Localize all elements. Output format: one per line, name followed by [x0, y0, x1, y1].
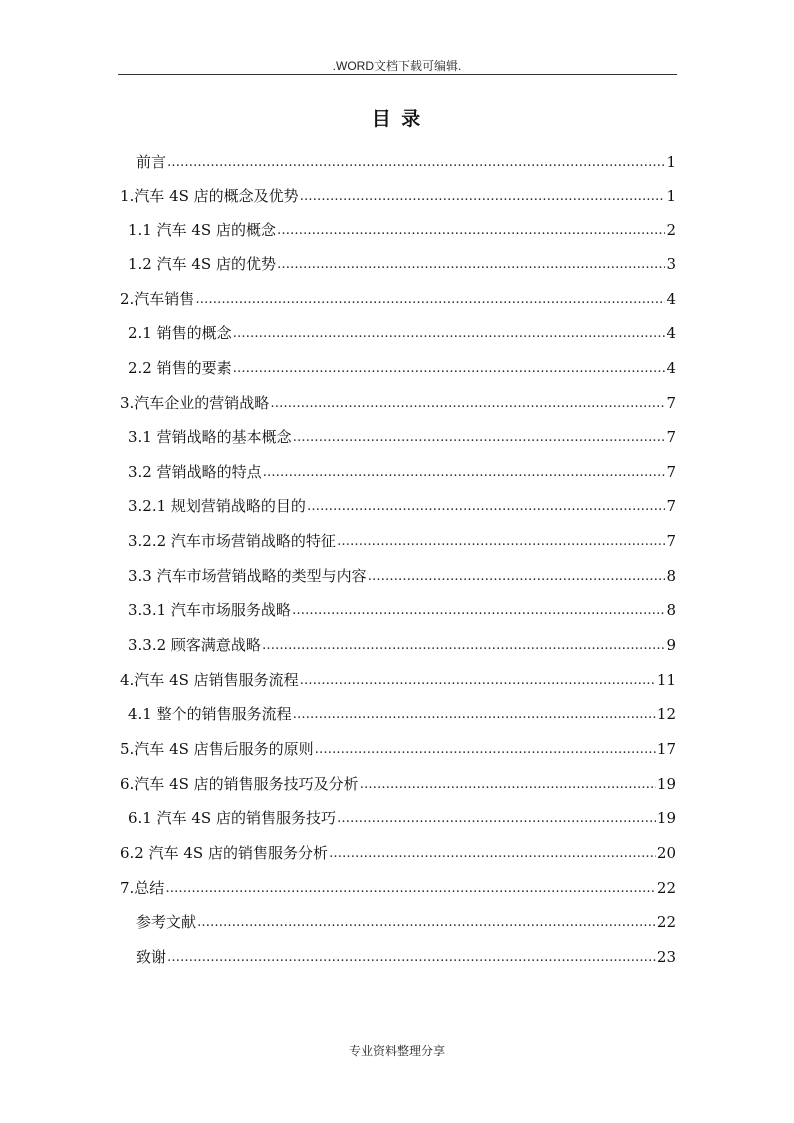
toc-entry-text: 3.2.2 汽车市场营销战略的特征	[128, 532, 336, 550]
toc-entry-text: 前言	[136, 153, 167, 171]
toc-leader-dots	[262, 629, 666, 663]
toc-entry-text: 4.汽车 4S 店销售服务流程	[120, 671, 299, 689]
toc-entry-text: 2.1 销售的概念	[128, 324, 232, 342]
toc-entry[interactable]	[120, 282, 676, 316]
header-rule	[118, 74, 677, 75]
toc-entry-text: 6.1 汽车 4S 店的销售服务技巧	[128, 809, 336, 827]
toc-entry[interactable]	[128, 697, 676, 731]
toc-entry-text: 2.2 销售的要素	[128, 359, 232, 377]
toc-entry-page: 9	[666, 636, 676, 654]
toc-title: 目 录	[371, 108, 423, 130]
toc-leader-dots	[337, 802, 656, 836]
page-footer: 专业资料整理分享	[348, 1044, 445, 1058]
toc-entry-page: 3	[666, 255, 676, 273]
toc-entry-page: 8	[666, 567, 676, 585]
toc-entry[interactable]	[128, 559, 676, 593]
toc-entry-text: 6.汽车 4S 店的销售服务技巧及分析	[120, 775, 359, 793]
toc-entry-page: 1	[666, 153, 676, 171]
toc-entry-page: 7	[666, 463, 676, 481]
toc-leader-dots	[293, 698, 656, 732]
toc-entry-page: 2	[666, 221, 676, 239]
toc-entry-text: 3.1 营销战略的基本概念	[128, 428, 292, 446]
toc-leader-dots	[292, 594, 666, 628]
toc-entry-page: 4	[666, 290, 676, 308]
toc-entry-page: 4	[666, 324, 676, 342]
toc-entry[interactable]	[128, 801, 676, 835]
toc-entry[interactable]	[120, 732, 676, 766]
toc-entry-page: 12	[656, 705, 676, 723]
toc-entry-page: 23	[656, 948, 676, 966]
toc-entry[interactable]	[128, 316, 676, 350]
toc-entry[interactable]	[128, 628, 676, 662]
toc-entry[interactable]	[128, 351, 676, 385]
toc-entry[interactable]	[128, 455, 676, 489]
toc-entry-text: 5.汽车 4S 店售后服务的原则	[120, 740, 314, 758]
toc-leader-dots	[277, 248, 665, 282]
toc-entry-text: 6.2 汽车 4S 店的销售服务分析	[120, 844, 328, 862]
toc-entry-page: 7	[666, 497, 676, 515]
toc-entry[interactable]	[128, 247, 676, 281]
toc-leader-dots	[315, 733, 656, 767]
toc-leader-dots	[307, 490, 666, 524]
toc-leader-dots	[233, 352, 666, 386]
toc-entry-page: 8	[666, 601, 676, 619]
toc-entry-text: 1.汽车 4S 店的概念及优势	[120, 187, 299, 205]
toc-entry-text: 2.汽车销售	[120, 290, 195, 308]
toc-leader-dots	[165, 872, 656, 906]
toc-entry[interactable]	[128, 524, 676, 558]
toc-entry[interactable]	[136, 905, 676, 939]
toc-entry-page: 19	[656, 809, 676, 827]
toc-entry-text: 3.3.2 顾客满意战略	[128, 636, 261, 654]
toc-leader-dots	[337, 525, 666, 559]
toc-leader-dots	[167, 146, 665, 180]
toc-entry-page: 7	[666, 428, 676, 446]
toc-leader-dots	[360, 768, 656, 802]
toc-entry-page: 1	[666, 187, 676, 205]
toc-entry-text: 3.3 汽车市场营销战略的类型与内容	[128, 567, 367, 585]
toc-entry-text: 致谢	[136, 948, 167, 966]
toc-entry-text: 3.汽车企业的营销战略	[120, 394, 270, 412]
toc-leader-dots	[197, 906, 656, 940]
page-header: .WORD文档下载可编辑.	[332, 59, 462, 73]
toc-entry-page: 7	[666, 532, 676, 550]
toc-entry-page: 20	[656, 844, 676, 862]
toc-leader-dots	[368, 560, 666, 594]
toc-leader-dots	[270, 387, 665, 421]
toc-entry[interactable]	[136, 940, 676, 974]
toc-leader-dots	[300, 664, 656, 698]
toc-entry-page: 7	[666, 394, 676, 412]
toc-entry-text: 4.1 整个的销售服务流程	[128, 705, 292, 723]
toc-leader-dots	[329, 837, 656, 871]
toc-entry-page: 22	[656, 879, 676, 897]
toc-leader-dots	[195, 283, 665, 317]
toc-entry-text: 参考文献	[136, 913, 197, 931]
toc-entry[interactable]	[120, 179, 676, 213]
toc-entry-page: 11	[656, 671, 676, 689]
toc-entry-text: 1.1 汽车 4S 店的概念	[128, 221, 276, 239]
toc-entry[interactable]	[120, 871, 676, 905]
toc-entry-text: 7.总结	[120, 879, 165, 897]
toc-entry[interactable]	[128, 593, 676, 627]
toc-entry[interactable]	[120, 767, 676, 801]
toc-entry-text: 1.2 汽车 4S 店的优势	[128, 255, 276, 273]
toc-leader-dots	[167, 941, 656, 975]
toc-entry-page: 4	[666, 359, 676, 377]
toc-entry-page: 17	[656, 740, 676, 758]
toc-leader-dots	[300, 180, 666, 214]
toc-entry[interactable]	[128, 420, 676, 454]
toc-entry-text: 3.2.1 规划营销战略的目的	[128, 497, 306, 515]
toc-entry[interactable]	[120, 663, 676, 697]
toc-entry-text: 3.2 营销战略的特点	[128, 463, 262, 481]
toc-entry[interactable]	[120, 836, 676, 870]
toc-entry[interactable]	[128, 489, 676, 523]
toc-leader-dots	[263, 456, 666, 490]
toc-entry-page: 22	[656, 913, 676, 931]
toc-entry[interactable]	[136, 145, 676, 179]
toc-entry-text: 3.3.1 汽车市场服务战略	[128, 601, 291, 619]
toc-leader-dots	[293, 421, 666, 455]
toc-entry[interactable]	[120, 386, 676, 420]
toc-leader-dots	[277, 214, 665, 248]
toc-leader-dots	[233, 317, 666, 351]
toc-entry-page: 19	[656, 775, 676, 793]
toc-entry[interactable]	[128, 213, 676, 247]
